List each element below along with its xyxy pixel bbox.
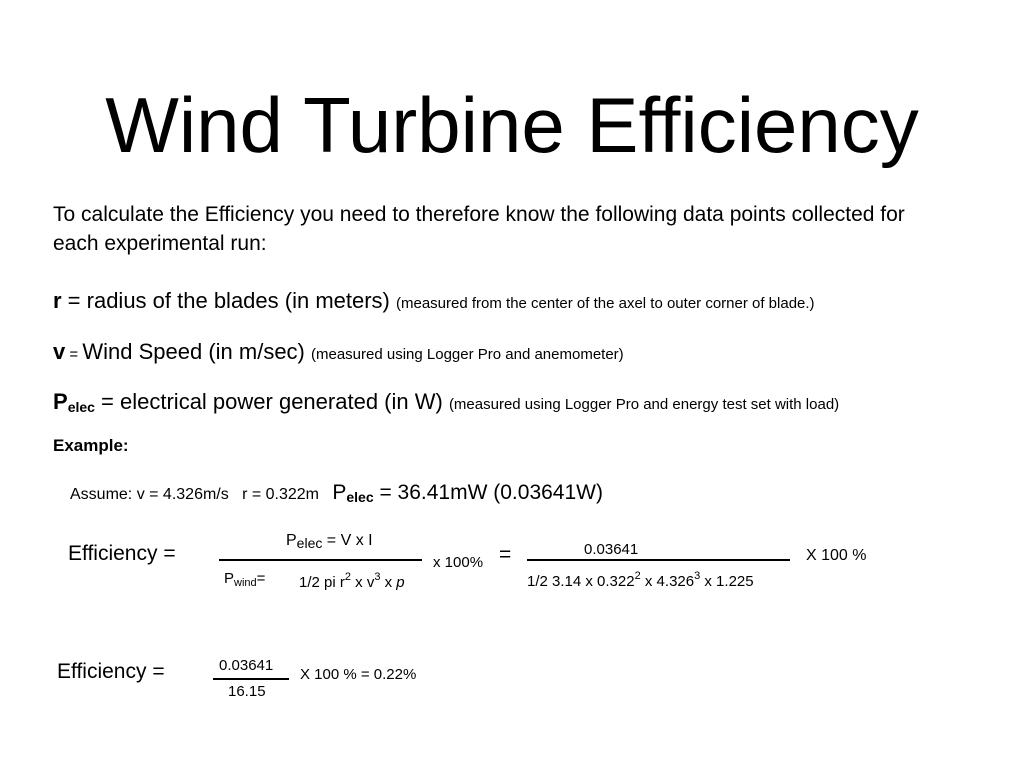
assume-pelec-sub: elec <box>346 489 374 505</box>
substituted-denominator <box>527 570 754 590</box>
result-numerator: 0.03641 <box>219 657 274 674</box>
den1-rho: p <box>396 574 405 591</box>
assume-v: v = 4.326m/s <box>136 486 229 503</box>
assume-pelec-symbol: P <box>332 481 347 504</box>
p-sub: elec <box>67 399 95 415</box>
formula-numerator <box>286 532 373 551</box>
numerator-rest: = V x I <box>322 532 373 549</box>
p-symbol: P <box>53 389 68 414</box>
definition-wind-speed <box>53 339 624 365</box>
p-note: (measured using Logger Pro and energy test set with load) <box>448 396 840 413</box>
den1-b-exp: 3 <box>374 571 381 583</box>
equals-sign: = <box>499 543 512 566</box>
page-title: Wind Turbine Efficiency <box>105 81 919 169</box>
pwind-sub: wind <box>234 577 257 589</box>
times-100-b: X 100 % <box>806 547 867 564</box>
result-efficiency-label: Efficiency = <box>57 660 165 683</box>
assume-label: Assume: <box>70 486 137 503</box>
v-text: Wind Speed (in m/sec) <box>82 339 311 364</box>
p-text: = electrical power generated (in W) <box>94 389 449 414</box>
example-assumptions <box>70 481 603 505</box>
example-heading: Example: <box>53 436 129 455</box>
v-note: (measured using Logger Pro and anemometer) <box>311 346 624 363</box>
den2-c: x 1.225 <box>700 573 754 590</box>
den2-b-exp: 3 <box>694 570 701 582</box>
substituted-numerator: 0.03641 <box>584 541 639 558</box>
den1-c: x <box>380 574 397 591</box>
numerator-p-sub: elec <box>296 535 323 551</box>
numerator-p: P <box>286 532 297 549</box>
result-denominator: 16.15 <box>228 683 266 700</box>
den1-b: x v <box>350 574 375 591</box>
pwind-eq: = <box>256 570 266 587</box>
times-100-a: x 100% <box>433 554 484 571</box>
den2-a: 1/2 3.14 x 0.322 <box>527 573 635 590</box>
pwind-label <box>224 570 265 589</box>
definition-radius <box>53 288 815 314</box>
assume-r: r = 0.322m <box>242 486 320 503</box>
den2-b: x 4.326 <box>640 573 695 590</box>
fraction-bar-3 <box>213 678 289 680</box>
den1-a: 1/2 pi r <box>299 574 345 591</box>
r-note: (measured from the center of the axel to outer corner of blade.) <box>396 295 815 312</box>
intro-text: To calculate the Efficiency you need to therefore know the following data points collected for each experimental run: <box>53 203 905 255</box>
den1-a-exp: 2 <box>344 571 351 583</box>
v-symbol: v <box>53 339 66 364</box>
definition-power <box>53 389 839 415</box>
pwind-p: P <box>224 570 235 587</box>
r-text: = radius of the blades (in meters) <box>61 288 396 313</box>
fraction-bar-1 <box>219 559 422 561</box>
fraction-bar-2 <box>527 559 790 561</box>
formula-denominator <box>299 571 405 591</box>
v-eq: = <box>65 346 83 363</box>
assume-pelec-value: = 36.41mW (0.03641W) <box>373 481 603 504</box>
efficiency-label: Efficiency = <box>68 542 176 565</box>
result-value: X 100 % = 0.22% <box>300 666 417 683</box>
den2-a-exp: 2 <box>634 570 641 582</box>
r-symbol: r <box>53 288 62 313</box>
